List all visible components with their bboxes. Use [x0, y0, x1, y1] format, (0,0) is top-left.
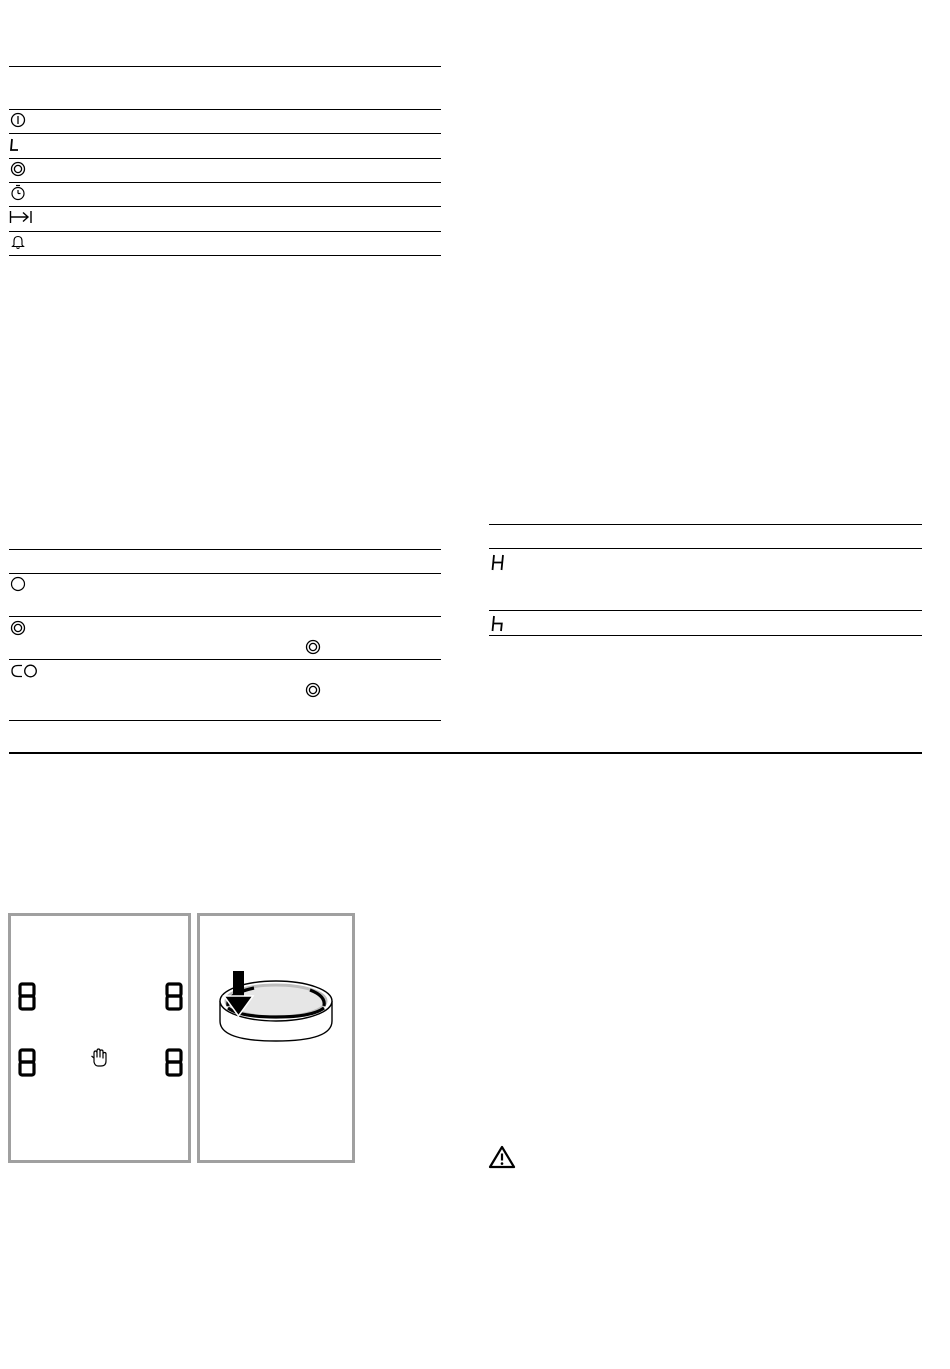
letter-H-icon — [490, 553, 506, 572]
letter-h-icon — [490, 614, 506, 633]
control-panel-figure — [8, 913, 191, 1163]
table-rule — [9, 66, 441, 67]
table-rule — [9, 109, 441, 110]
double-ring-icon — [305, 682, 321, 698]
table-rule — [9, 720, 441, 721]
section-divider — [9, 752, 922, 754]
single-ring-icon — [10, 576, 26, 592]
warning-triangle-icon — [488, 1145, 516, 1169]
table-rule — [9, 573, 441, 574]
knob-figure — [197, 913, 355, 1163]
table-rule — [9, 255, 441, 256]
timer-icon — [10, 184, 26, 201]
table-rule — [9, 158, 441, 159]
double-ring-icon — [305, 639, 321, 655]
table-rule — [9, 659, 441, 660]
table-rule — [489, 548, 922, 549]
table-rule — [489, 610, 922, 611]
letter-L-icon — [9, 136, 21, 158]
power-icon — [10, 112, 26, 128]
display-digits — [11, 916, 188, 1160]
table-rule — [489, 635, 922, 636]
digit-8 — [20, 984, 34, 1009]
double-ring-icon — [10, 620, 26, 636]
digit-8 — [20, 1050, 34, 1075]
hand-icon — [92, 1049, 107, 1066]
press-knob-icon — [200, 916, 352, 1160]
table-rule — [9, 616, 441, 617]
table-rule — [9, 231, 441, 232]
oval-zone-icon — [10, 663, 40, 679]
digit-8 — [167, 1050, 181, 1075]
table-rule — [489, 524, 922, 525]
bell-icon — [10, 234, 26, 250]
table-rule — [9, 133, 441, 134]
digit-8 — [167, 984, 181, 1009]
table-rule — [9, 206, 441, 207]
arrow-to-bar-icon — [9, 209, 33, 225]
table-rule — [9, 182, 441, 183]
table-rule — [9, 549, 441, 550]
double-ring-icon — [10, 161, 26, 177]
